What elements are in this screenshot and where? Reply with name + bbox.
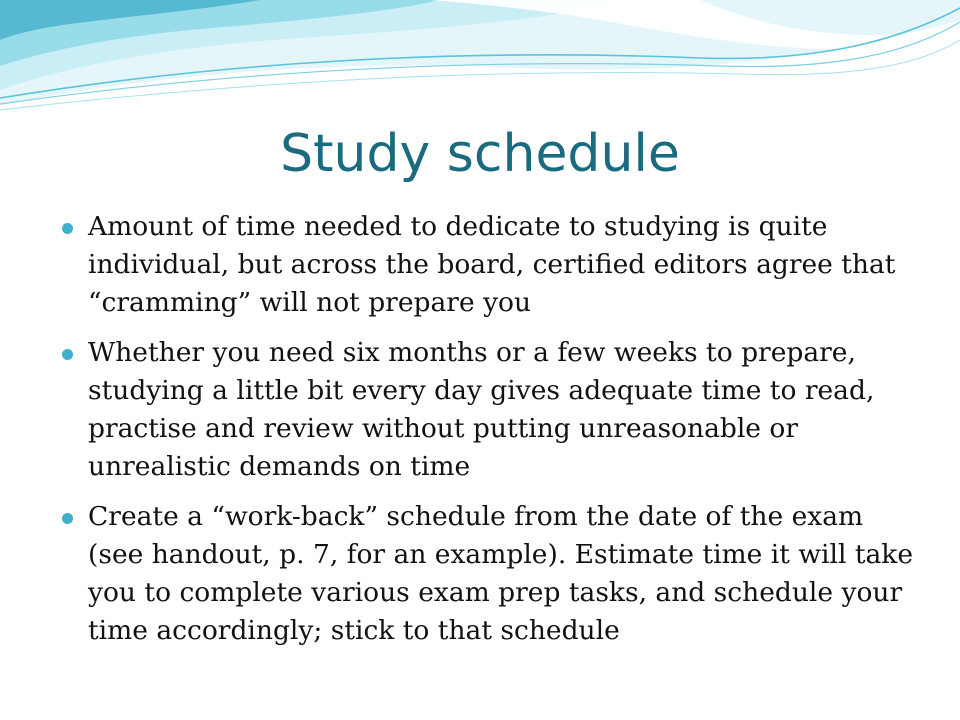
bullet-item: [60, 208, 920, 322]
bullet-text: Create a “work-back” schedule from the date of the exam (see handout, p. 7, for an example). Estimate time it will take you to complete various exam prep tasks, and schedule your time accordingly; stick to that schedule: [88, 501, 914, 646]
bullet-item: [60, 334, 920, 486]
slide-title: Study schedule: [280, 124, 680, 184]
bullet-list: [60, 208, 920, 662]
bullet-dot-icon: [62, 513, 73, 524]
bullet-text: Whether you need six months or a few weeks to prepare, studying a little bit every day gives adequate time to read, practise and review without putting unreasonable or unrealistic demands on time: [88, 337, 875, 482]
bullet-text: Amount of time needed to dedicate to studying is quite individual, but across the board, certified editors agree that “cramming” will not prepare you: [88, 211, 896, 318]
bullet-item: [60, 498, 920, 650]
bullet-dot-icon: [62, 349, 73, 360]
bullet-dot-icon: [62, 223, 73, 234]
